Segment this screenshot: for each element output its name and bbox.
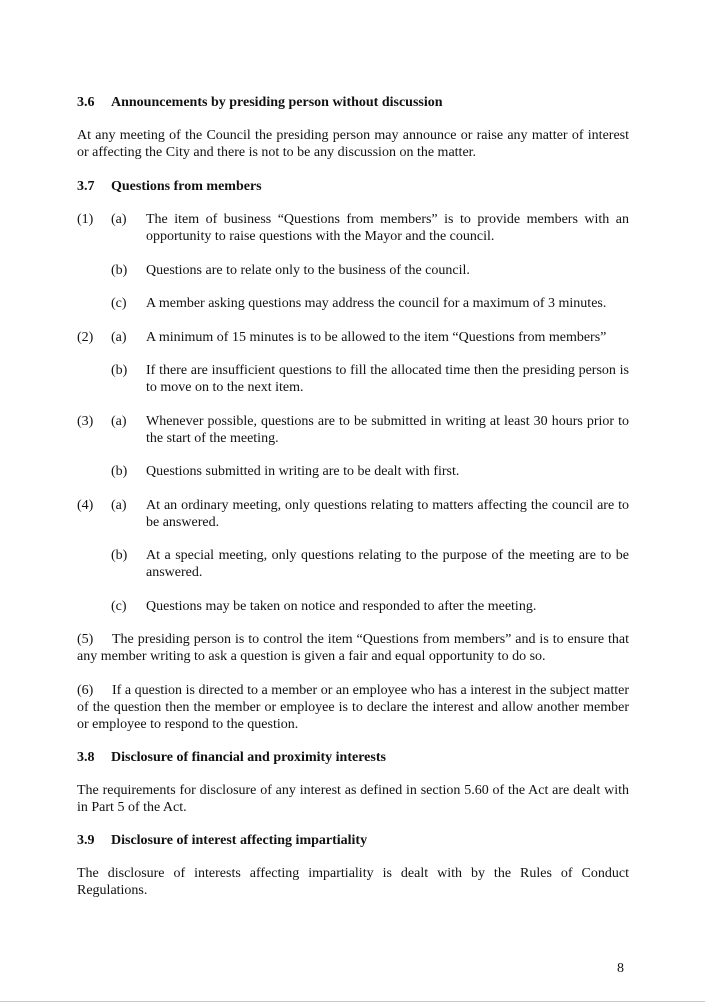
list-item bbox=[77, 413, 629, 447]
item-letter: (a) bbox=[111, 212, 127, 227]
item-number: (1) bbox=[77, 212, 94, 227]
item-letter: (c) bbox=[111, 599, 127, 614]
section-3-9-body: The disclosure of interests affecting impartiality is dealt with by the Rules of Conduct Regulations. bbox=[77, 866, 629, 898]
section-title: Disclosure of interest affecting impartiality bbox=[111, 833, 368, 848]
item-letter: (a) bbox=[111, 498, 127, 513]
section-title: Disclosure of financial and proximity interests bbox=[111, 750, 386, 765]
item-text: Questions submitted in writing are to be dealt with first. bbox=[146, 464, 460, 479]
list-item bbox=[77, 547, 629, 581]
item-text: A member asking questions may address the council for a maximum of 3 minutes. bbox=[146, 296, 607, 311]
list-item bbox=[77, 598, 629, 615]
section-3-7-para-6 bbox=[77, 682, 629, 733]
list-item bbox=[77, 463, 629, 480]
item-text: At a special meeting, only questions relating to the purpose of the meeting are to be answered. bbox=[146, 548, 629, 580]
section-3-9-heading bbox=[77, 832, 629, 849]
item-text: A minimum of 15 minutes is to be allowed to the item “Questions from members” bbox=[146, 330, 607, 345]
section-3-7-heading bbox=[77, 178, 629, 195]
page-number: 8 bbox=[617, 961, 624, 976]
list-item bbox=[77, 211, 629, 245]
item-letter: (b) bbox=[111, 548, 128, 563]
item-text: Questions may be taken on notice and responded to after the meeting. bbox=[146, 599, 537, 614]
list-item bbox=[77, 295, 629, 312]
item-letter: (a) bbox=[111, 330, 127, 345]
section-3-6-heading bbox=[77, 94, 629, 111]
item-text: Questions are to relate only to the business of the council. bbox=[146, 263, 470, 278]
section-title: Questions from members bbox=[111, 179, 262, 194]
item-letter: (b) bbox=[111, 363, 128, 378]
item-number: (5) bbox=[77, 632, 94, 647]
item-text: If there are insufficient questions to fill the allocated time then the presiding person is to move on to the next item. bbox=[146, 363, 629, 395]
section-3-6-body: At any meeting of the Council the presiding person may announce or raise any matter of interest or affecting the City and there is not to be any discussion on the matter. bbox=[77, 128, 629, 160]
list-item bbox=[77, 497, 629, 531]
item-text: At an ordinary meeting, only questions relating to matters affecting the council are to be answered. bbox=[146, 498, 629, 530]
section-number: 3.9 bbox=[77, 833, 95, 848]
item-letter: (b) bbox=[111, 263, 128, 278]
item-letter: (a) bbox=[111, 414, 127, 429]
list-item bbox=[77, 262, 629, 279]
section-3-8-body: The requirements for disclosure of any interest as defined in section 5.60 of the Act are dealt with in Part 5 of the Act. bbox=[77, 783, 629, 815]
page-bottom-rule bbox=[0, 1001, 705, 1002]
para-text: The presiding person is to control the item “Questions from members” and is to ensure that any member writing to ask a question is given a fair and equal opportunity to do so. bbox=[77, 632, 629, 664]
section-title: Announcements by presiding person without discussion bbox=[111, 95, 443, 110]
item-text: Whenever possible, questions are to be submitted in writing at least 30 hours prior to the start of the meeting. bbox=[146, 414, 629, 446]
item-letter: (c) bbox=[111, 296, 127, 311]
list-item bbox=[77, 329, 629, 346]
section-number: 3.7 bbox=[77, 179, 95, 194]
section-3-8-heading bbox=[77, 749, 629, 766]
item-number: (4) bbox=[77, 498, 94, 513]
item-number: (6) bbox=[77, 683, 94, 698]
item-text: The item of business “Questions from members” is to provide members with an opportunity to raise questions with the Mayor and the council. bbox=[146, 212, 629, 244]
para-text: If a question is directed to a member or an employee who has a interest in the subject matter of the question then the member or employee is to declare the interest and allow another member or employee to respond to the question. bbox=[77, 683, 629, 732]
item-number: (2) bbox=[77, 330, 94, 345]
item-number: (3) bbox=[77, 414, 94, 429]
item-letter: (b) bbox=[111, 464, 128, 479]
section-number: 3.8 bbox=[77, 750, 95, 765]
section-number: 3.6 bbox=[77, 95, 95, 110]
section-3-7-para-5 bbox=[77, 631, 629, 665]
list-item bbox=[77, 362, 629, 396]
